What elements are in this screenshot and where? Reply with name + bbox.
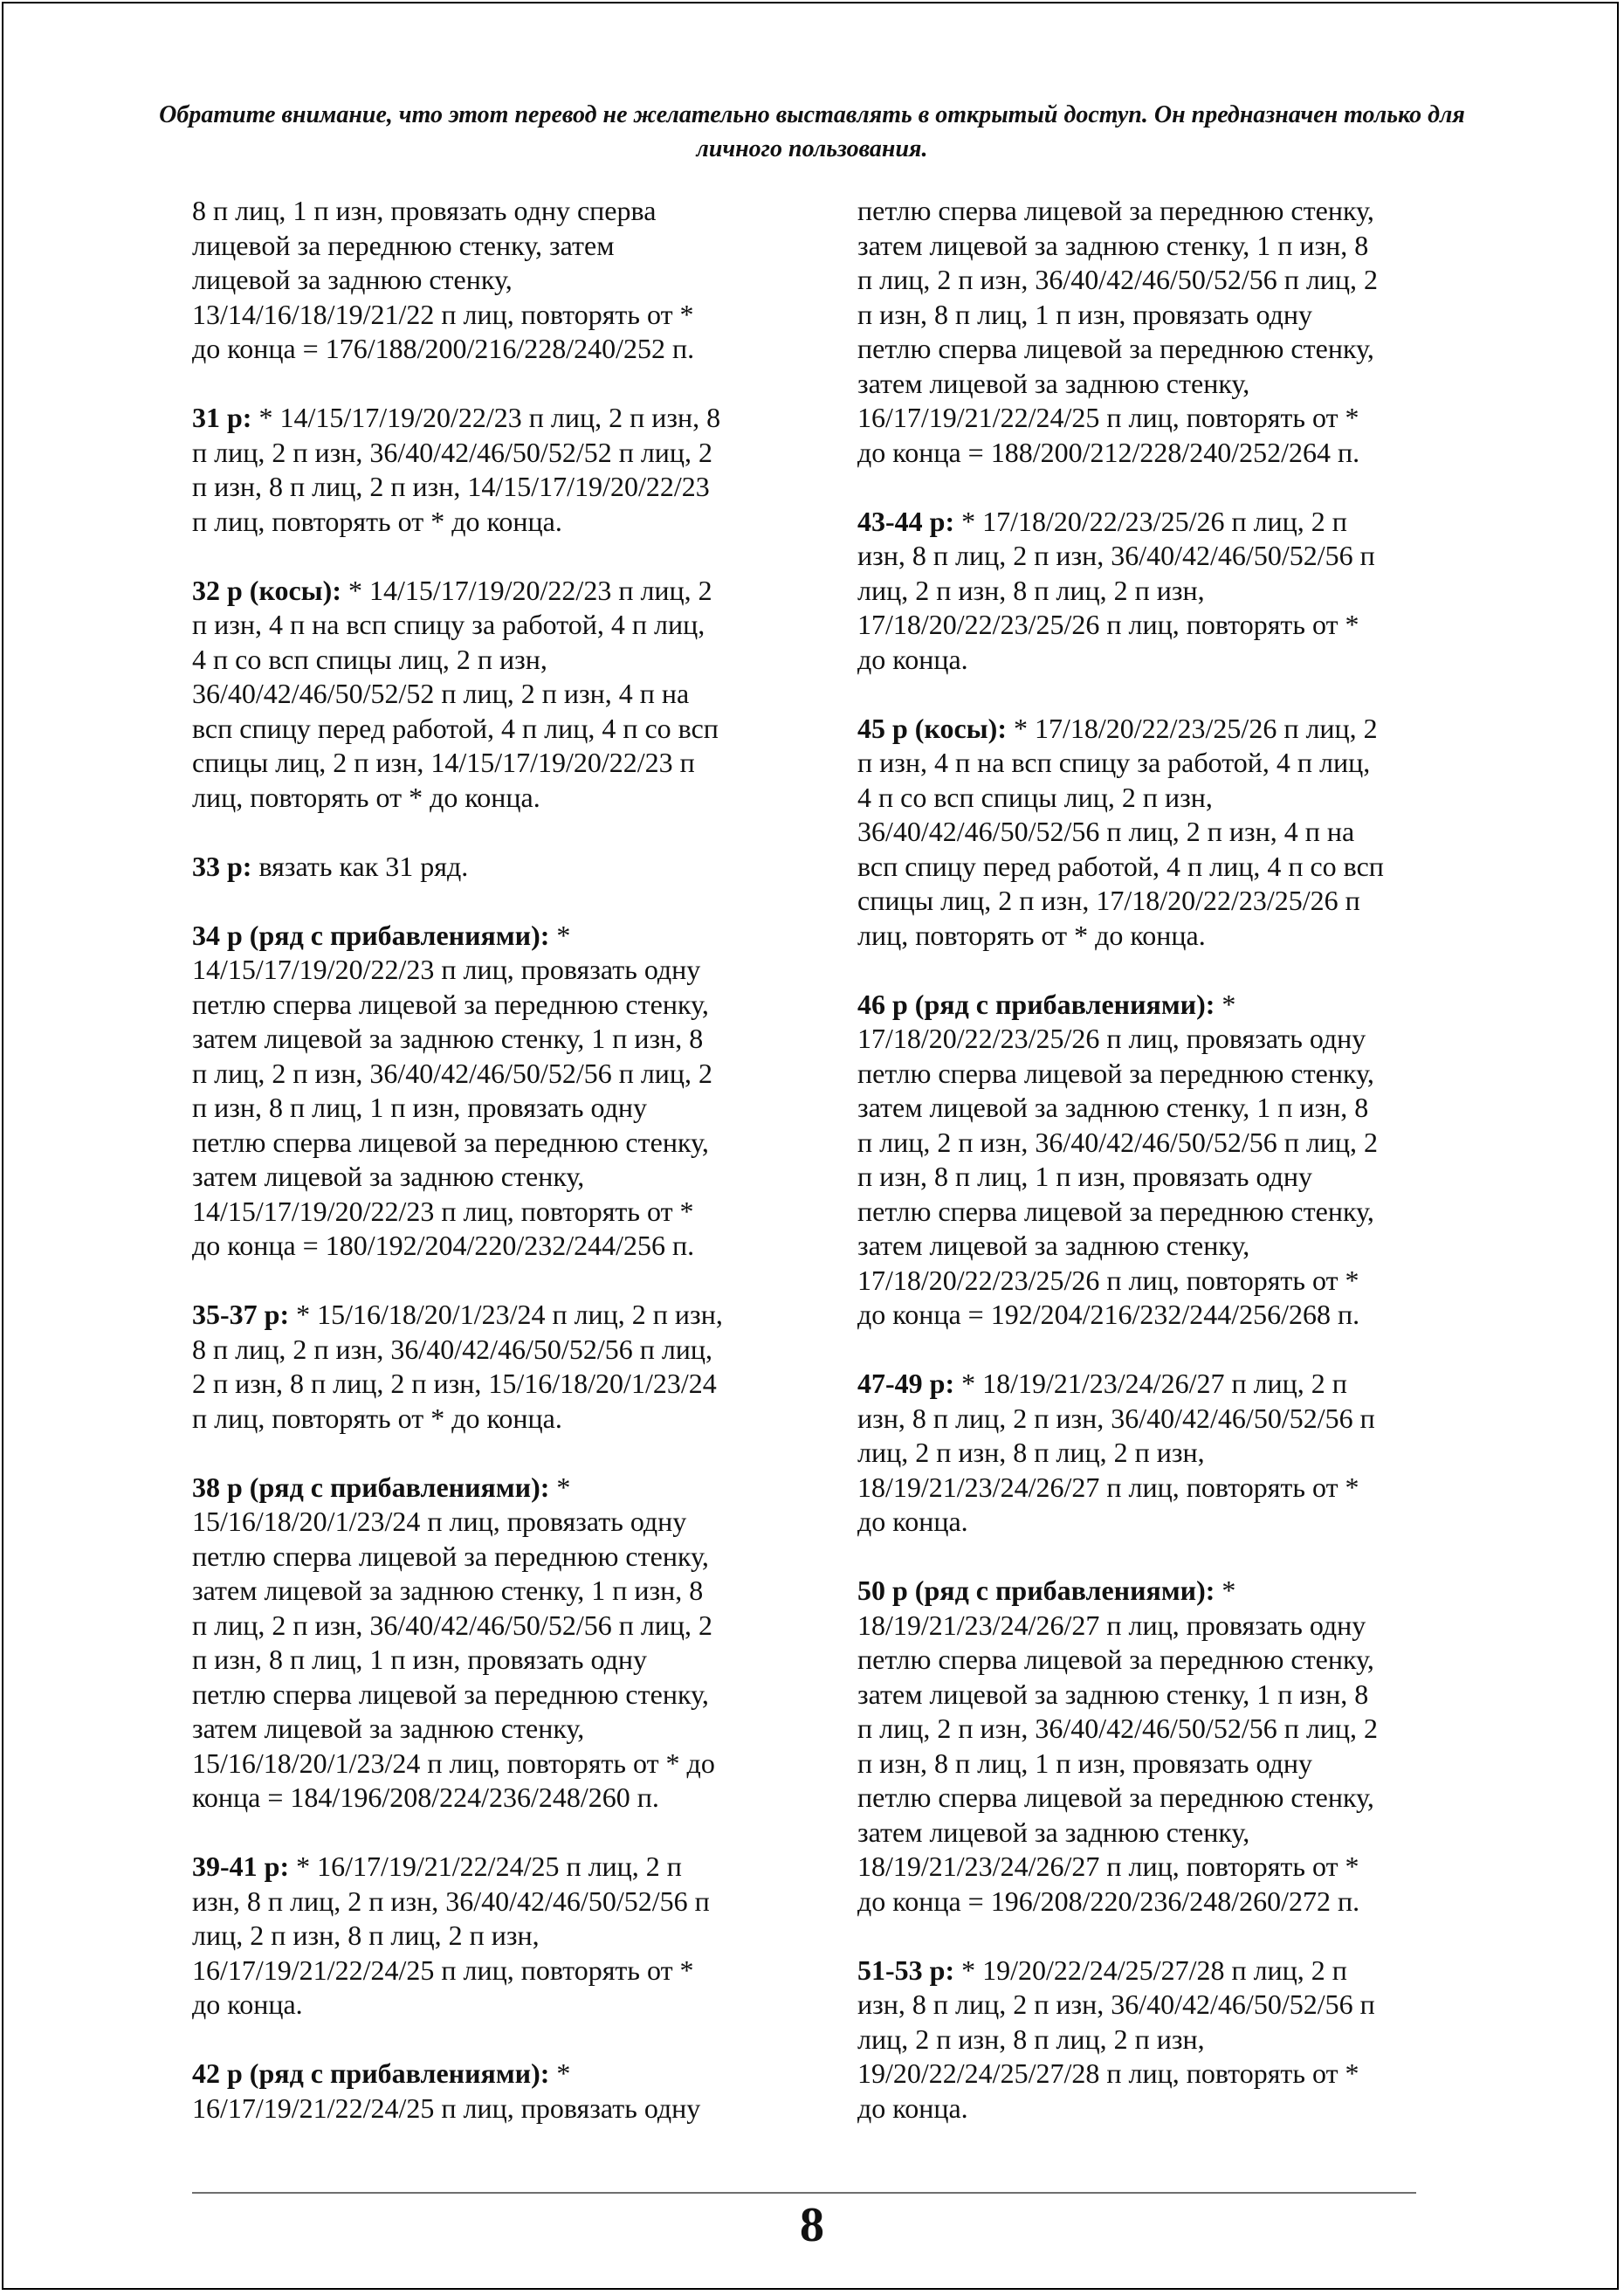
- instruction-text: п лиц, 2 п изн, 36/40/42/46/50/52/52 п лиц, 2: [192, 436, 713, 468]
- instruction-text: изн, 8 п лиц, 2 п изн, 36/40/42/46/50/52/56 п: [192, 1885, 710, 1917]
- instruction-line: [857, 2057, 1451, 2092]
- instruction-paragraph: [192, 574, 786, 816]
- instruction-text: 19/20/22/24/25/27/28 п лиц, повторять от *: [857, 2057, 1359, 2089]
- instruction-text: * 19/20/22/24/25/27/28 п лиц, 2 п: [954, 1954, 1347, 1986]
- instruction-line: [192, 1057, 786, 1092]
- instruction-text: лиц, 2 п изн, 8 п лиц, 2 п изн,: [857, 1437, 1205, 1468]
- instruction-text: п лиц, 2 п изн, 36/40/42/46/50/52/56 п лиц, 2: [857, 1126, 1379, 1158]
- right-column: [857, 194, 1451, 2126]
- row-label: 39-41 р:: [192, 1850, 290, 1882]
- instruction-line: [857, 1229, 1451, 1264]
- instruction-line: [192, 436, 786, 471]
- instruction-line: [192, 1367, 786, 1402]
- instruction-text: спицы лиц, 2 п изн, 14/15/17/19/20/22/23 п: [192, 747, 695, 778]
- instruction-line: [192, 1022, 786, 1057]
- instruction-line: [192, 1229, 786, 1264]
- instruction-line: [857, 436, 1451, 471]
- instruction-text: * 16/17/19/21/22/24/25 п лиц, 2 п: [289, 1850, 682, 1882]
- instruction-line: [192, 1471, 786, 1506]
- instruction-text: петлю сперва лицевой за переднюю стенку,: [857, 1195, 1374, 1227]
- instruction-text: * 14/15/17/19/20/22/23 п лиц, 2 п изн, 8: [251, 402, 721, 433]
- instruction-line: [192, 781, 786, 816]
- instruction-text: п изн, 8 п лиц, 1 п изн, провязать одну: [192, 1644, 647, 1675]
- row-label: 50 р (ряд с прибавлениями):: [857, 1575, 1215, 1606]
- instruction-line: [857, 1195, 1451, 1230]
- instruction-line: [192, 608, 786, 643]
- instruction-line: [857, 1402, 1451, 1437]
- row-label: 42 р (ряд с прибавлениями):: [192, 2057, 550, 2089]
- instruction-line: [857, 919, 1451, 954]
- instruction-text: * 17/18/20/22/23/25/26 п лиц, 2 п: [954, 505, 1347, 537]
- instruction-paragraph: [192, 1850, 786, 2023]
- instruction-text: до конца.: [857, 1506, 968, 1537]
- instruction-text: п лиц, 2 п изн, 36/40/42/46/50/52/56 п лиц, 2: [192, 1057, 713, 1089]
- instruction-text: * 17/18/20/22/23/25/26 п лиц, 2: [1006, 712, 1378, 744]
- instruction-text: 18/19/21/23/24/26/27 п лиц, провязать одну: [857, 1609, 1366, 1641]
- instruction-text: лицевой за переднюю стенку, затем: [192, 229, 615, 261]
- instruction-line: [857, 298, 1451, 333]
- instruction-text: затем лицевой за заднюю стенку,: [857, 1230, 1250, 1261]
- instruction-text: до конца = 176/188/200/216/228/240/252 п.: [192, 333, 695, 364]
- instruction-text: затем лицевой за заднюю стенку, 1 п изн, 8: [857, 1092, 1369, 1123]
- instruction-line: [192, 919, 786, 954]
- row-label: 33 р:: [192, 850, 252, 882]
- instruction-text: *: [549, 1471, 571, 1503]
- instruction-text: * 14/15/17/19/20/22/23 п лиц, 2: [341, 574, 712, 606]
- instruction-line: [857, 505, 1451, 540]
- instruction-text: затем лицевой за заднюю стенку, 1 п изн, 8: [857, 1678, 1369, 1710]
- instruction-text: петлю сперва лицевой за переднюю стенку,: [857, 1644, 1374, 1675]
- instruction-line: [192, 1126, 786, 1161]
- instruction-line: [857, 1988, 1451, 2023]
- instruction-text: петлю сперва лицевой за переднюю стенку,: [857, 333, 1374, 364]
- row-label: 45 р (косы):: [857, 712, 1007, 744]
- row-label: 31 р:: [192, 402, 252, 433]
- instruction-line: [857, 2023, 1451, 2057]
- instruction-text: затем лицевой за заднюю стенку, 1 п изн, 8: [857, 229, 1369, 261]
- instruction-paragraph: [857, 505, 1451, 678]
- instruction-line: [192, 1505, 786, 1540]
- instruction-line: [857, 1850, 1451, 1885]
- instruction-line: [192, 850, 786, 885]
- instruction-text: петлю сперва лицевой за переднюю стенку,: [192, 1126, 709, 1158]
- instruction-paragraph: [857, 712, 1451, 954]
- instruction-paragraph: [192, 401, 786, 539]
- instruction-line: [857, 574, 1451, 609]
- instruction-line: [857, 1781, 1451, 1816]
- instruction-text: лиц, повторять от * до конца.: [192, 781, 540, 813]
- instruction-text: 14/15/17/19/20/22/23 п лиц, повторять от *: [192, 1195, 694, 1227]
- instruction-line: [857, 539, 1451, 574]
- instruction-text: 16/17/19/21/22/24/25 п лиц, повторять от *: [192, 1954, 694, 1986]
- instruction-text: п лиц, 2 п изн, 36/40/42/46/50/52/56 п лиц, 2: [857, 264, 1379, 295]
- instruction-line: [857, 781, 1451, 816]
- instruction-text: петлю сперва лицевой за переднюю стенку,: [192, 988, 709, 1020]
- instruction-paragraph: [857, 1574, 1451, 1919]
- instruction-line: [192, 2092, 786, 2126]
- instruction-line: [857, 815, 1451, 850]
- instruction-paragraph: [192, 1471, 786, 1816]
- instruction-line: [192, 1919, 786, 1954]
- instruction-line: [857, 643, 1451, 678]
- instruction-line: [192, 1195, 786, 1230]
- instruction-line: [857, 367, 1451, 402]
- instruction-line: [857, 988, 1451, 1023]
- instruction-line: [857, 332, 1451, 367]
- instruction-line: [192, 1781, 786, 1816]
- instruction-text: петлю сперва лицевой за переднюю стенку,: [857, 195, 1374, 226]
- instruction-paragraph: [857, 194, 1451, 470]
- instruction-text: п лиц, повторять от * до конца.: [192, 505, 562, 537]
- instruction-line: [192, 1574, 786, 1609]
- instruction-paragraph: [192, 850, 786, 885]
- instruction-text: п изн, 8 п лиц, 1 п изн, провязать одну: [192, 1092, 647, 1123]
- instruction-text: 18/19/21/23/24/26/27 п лиц, повторять от *: [857, 1471, 1359, 1503]
- instruction-line: [857, 1505, 1451, 1540]
- left-column: [192, 194, 786, 2126]
- instruction-text: затем лицевой за заднюю стенку, 1 п изн, 8: [192, 1575, 704, 1606]
- instruction-text: 36/40/42/46/50/52/52 п лиц, 2 п изн, 4 п на: [192, 678, 690, 709]
- instruction-line: [192, 2057, 786, 2092]
- instruction-line: [192, 574, 786, 609]
- instruction-text: *: [1215, 988, 1236, 1020]
- instruction-text: п изн, 4 п на всп спицу за работой, 4 п лиц,: [192, 609, 705, 640]
- instruction-paragraph: [857, 1367, 1451, 1540]
- instruction-text: петлю сперва лицевой за переднюю стенку,: [857, 1057, 1374, 1089]
- instruction-line: [192, 1850, 786, 1885]
- instruction-text: лиц, 2 п изн, 8 п лиц, 2 п изн,: [857, 574, 1205, 606]
- instruction-line: [192, 1954, 786, 1988]
- instruction-line: [192, 712, 786, 747]
- instruction-line: [192, 1160, 786, 1195]
- instruction-text: п лиц, 2 п изн, 36/40/42/46/50/52/56 п лиц, 2: [192, 1609, 713, 1641]
- instruction-text: до конца = 180/192/204/220/232/244/256 п.: [192, 1230, 695, 1261]
- instruction-text: петлю сперва лицевой за переднюю стенку,: [857, 1782, 1374, 1813]
- instruction-text: спицы лиц, 2 п изн, 17/18/20/22/23/25/26 п: [857, 885, 1360, 916]
- instruction-line: [192, 505, 786, 540]
- instruction-line: [857, 1954, 1451, 1988]
- instruction-line: [192, 1988, 786, 2023]
- instruction-text: 17/18/20/22/23/25/26 п лиц, провязать одну: [857, 1023, 1366, 1054]
- instruction-line: [192, 229, 786, 264]
- instruction-text: 13/14/16/18/19/21/22 п лиц, повторять от *: [192, 298, 694, 330]
- instruction-line: [857, 1367, 1451, 1402]
- instruction-line: [857, 1057, 1451, 1092]
- instruction-paragraph: [857, 988, 1451, 1333]
- page-number: 8: [800, 2198, 824, 2252]
- instruction-line: [192, 1885, 786, 1919]
- instruction-line: [857, 850, 1451, 885]
- instruction-line: [857, 608, 1451, 643]
- instruction-line: [857, 1712, 1451, 1747]
- instruction-line: [857, 746, 1451, 781]
- instruction-line: [857, 1609, 1451, 1644]
- instruction-text: 15/16/18/20/1/23/24 п лиц, повторять от * до: [192, 1747, 715, 1779]
- instruction-text: до конца = 196/208/220/236/248/260/272 п.: [857, 1885, 1360, 1917]
- instruction-text: п изн, 8 п лиц, 2 п изн, 14/15/17/19/20/22/23: [192, 471, 710, 502]
- instruction-paragraph: [192, 1298, 786, 1436]
- translation-notice: Обратите внимание, что этот перевод не желательно выставлять в открытый доступ. Он предназначен только для личного пользования.: [159, 101, 1465, 162]
- row-label: 51-53 р:: [857, 1954, 955, 1986]
- instruction-text: затем лицевой за заднюю стенку,: [192, 1713, 585, 1744]
- instruction-text: 8 п лиц, 1 п изн, провязать одну сперва: [192, 195, 657, 226]
- instruction-line: [857, 229, 1451, 264]
- instruction-paragraph: [857, 1954, 1451, 2126]
- instruction-line: [857, 1298, 1451, 1333]
- instruction-text: * 18/19/21/23/24/26/27 п лиц, 2 п: [954, 1368, 1347, 1399]
- instruction-text: всп спицу перед работой, 4 п лиц, 4 п со всп: [192, 712, 719, 744]
- instruction-text: 16/17/19/21/22/24/25 п лиц, провязать одну: [192, 2092, 701, 2124]
- instruction-line: [192, 1333, 786, 1368]
- instruction-text: 14/15/17/19/20/22/23 п лиц, провязать одну: [192, 954, 701, 985]
- instruction-line: [192, 298, 786, 333]
- instruction-line: [857, 194, 1451, 229]
- instruction-line: [857, 1436, 1451, 1471]
- instruction-text: 8 п лиц, 2 п изн, 36/40/42/46/50/52/56 п лиц,: [192, 1333, 713, 1365]
- instruction-text: п изн, 4 п на всп спицу за работой, 4 п лиц,: [857, 747, 1371, 778]
- row-label: 35-37 р:: [192, 1299, 290, 1330]
- instruction-line: [857, 1091, 1451, 1126]
- instruction-text: 4 п со всп спицы лиц, 2 п изн,: [857, 781, 1213, 813]
- instruction-text: 4 п со всп спицы лиц, 2 п изн,: [192, 643, 547, 675]
- instruction-line: [857, 1160, 1451, 1195]
- instruction-text: *: [549, 919, 571, 951]
- instruction-text: 2 п изн, 8 п лиц, 2 п изн, 15/16/18/20/1/23/24: [192, 1368, 717, 1399]
- instruction-paragraph: [192, 919, 786, 1264]
- instruction-line: [192, 677, 786, 712]
- instruction-text: лиц, 2 п изн, 8 п лиц, 2 п изн,: [192, 1919, 540, 1951]
- instruction-text: лиц, 2 п изн, 8 п лиц, 2 п изн,: [857, 2023, 1205, 2055]
- instruction-text: изн, 8 п лиц, 2 п изн, 36/40/42/46/50/52/56 п: [857, 1988, 1375, 2020]
- instruction-line: [857, 1747, 1451, 1782]
- instruction-line: [857, 1264, 1451, 1299]
- instruction-text: *: [1215, 1575, 1236, 1606]
- instruction-line: [857, 1678, 1451, 1713]
- instruction-line: [857, 1471, 1451, 1506]
- instruction-text: затем лицевой за заднюю стенку, 1 п изн, 8: [192, 1023, 704, 1054]
- instruction-text: затем лицевой за заднюю стенку,: [857, 1816, 1250, 1848]
- instruction-line: [857, 1126, 1451, 1161]
- instruction-text: 15/16/18/20/1/23/24 п лиц, провязать одну: [192, 1506, 687, 1537]
- instruction-text: п изн, 8 п лиц, 1 п изн, провязать одну: [857, 1161, 1312, 1192]
- instruction-text: лицевой за заднюю стенку,: [192, 264, 513, 295]
- instruction-text: 16/17/19/21/22/24/25 п лиц, повторять от *: [857, 402, 1359, 433]
- instruction-text: п лиц, 2 п изн, 36/40/42/46/50/52/56 п лиц, 2: [857, 1713, 1379, 1744]
- instruction-line: [192, 1298, 786, 1333]
- row-label: 47-49 р:: [857, 1368, 955, 1399]
- instruction-line: [857, 1643, 1451, 1678]
- instruction-line: [857, 401, 1451, 436]
- instruction-text: 17/18/20/22/23/25/26 п лиц, повторять от *: [857, 1264, 1359, 1296]
- instruction-line: [192, 1643, 786, 1678]
- instruction-text: до конца.: [857, 2092, 968, 2124]
- instruction-text: вязать как 31 ряд.: [251, 850, 469, 882]
- instruction-line: [192, 1678, 786, 1713]
- row-label: 32 р (косы):: [192, 574, 341, 606]
- instruction-line: [192, 1091, 786, 1126]
- instruction-text: конца = 184/196/208/224/236/248/260 п.: [192, 1782, 659, 1813]
- instruction-text: лиц, повторять от * до конца.: [857, 919, 1206, 951]
- instruction-text: до конца.: [192, 1988, 303, 2020]
- instruction-line: [192, 1402, 786, 1437]
- instruction-text: 18/19/21/23/24/26/27 п лиц, повторять от *: [857, 1850, 1359, 1882]
- instruction-text: п лиц, повторять от * до конца.: [192, 1402, 562, 1434]
- instruction-line: [192, 1747, 786, 1782]
- instruction-text: * 15/16/18/20/1/23/24 п лиц, 2 п изн,: [289, 1299, 723, 1330]
- instruction-line: [857, 1816, 1451, 1850]
- instruction-line: [192, 1609, 786, 1644]
- instruction-line: [857, 884, 1451, 919]
- row-label: 38 р (ряд с прибавлениями):: [192, 1471, 550, 1503]
- instruction-line: [857, 1885, 1451, 1919]
- instruction-text: всп спицу перед работой, 4 п лиц, 4 п со всп: [857, 850, 1384, 882]
- instruction-text: 17/18/20/22/23/25/26 п лиц, повторять от *: [857, 609, 1359, 640]
- instruction-line: [192, 988, 786, 1023]
- instruction-text: петлю сперва лицевой за переднюю стенку,: [192, 1540, 709, 1572]
- instruction-line: [857, 712, 1451, 747]
- instruction-line: [857, 2092, 1451, 2126]
- instruction-line: [192, 746, 786, 781]
- instruction-text: 36/40/42/46/50/52/56 п лиц, 2 п изн, 4 п на: [857, 816, 1355, 847]
- instruction-text: до конца = 192/204/216/232/244/256/268 п.: [857, 1299, 1360, 1330]
- instruction-text: изн, 8 п лиц, 2 п изн, 36/40/42/46/50/52/56 п: [857, 540, 1375, 571]
- instruction-line: [192, 470, 786, 505]
- instruction-line: [857, 1574, 1451, 1609]
- instruction-paragraph: [192, 2057, 786, 2126]
- instruction-line: [192, 401, 786, 436]
- instruction-text: изн, 8 п лиц, 2 п изн, 36/40/42/46/50/52/56 п: [857, 1402, 1375, 1434]
- instruction-text: *: [549, 2057, 571, 2089]
- instruction-text: затем лицевой за заднюю стенку,: [857, 367, 1250, 399]
- row-label: 46 р (ряд с прибавлениями):: [857, 988, 1215, 1020]
- instruction-line: [192, 263, 786, 298]
- instruction-line: [192, 1540, 786, 1575]
- instruction-line: [857, 263, 1451, 298]
- instruction-paragraph: [192, 194, 786, 367]
- instruction-line: [192, 1712, 786, 1747]
- instruction-text: п изн, 8 п лиц, 1 п изн, провязать одну: [857, 298, 1312, 330]
- instruction-line: [192, 194, 786, 229]
- instruction-line: [192, 953, 786, 988]
- instruction-line: [192, 332, 786, 367]
- instruction-text: п изн, 8 п лиц, 1 п изн, провязать одну: [857, 1747, 1312, 1779]
- instruction-text: петлю сперва лицевой за переднюю стенку,: [192, 1678, 709, 1710]
- instruction-text: затем лицевой за заднюю стенку,: [192, 1161, 585, 1192]
- instruction-text: до конца.: [857, 643, 968, 675]
- instruction-line: [857, 1022, 1451, 1057]
- instruction-text: до конца = 188/200/212/228/240/252/264 п.: [857, 436, 1360, 468]
- row-label: 43-44 р:: [857, 505, 955, 537]
- instruction-line: [192, 643, 786, 678]
- row-label: 34 р (ряд с прибавлениями):: [192, 919, 550, 951]
